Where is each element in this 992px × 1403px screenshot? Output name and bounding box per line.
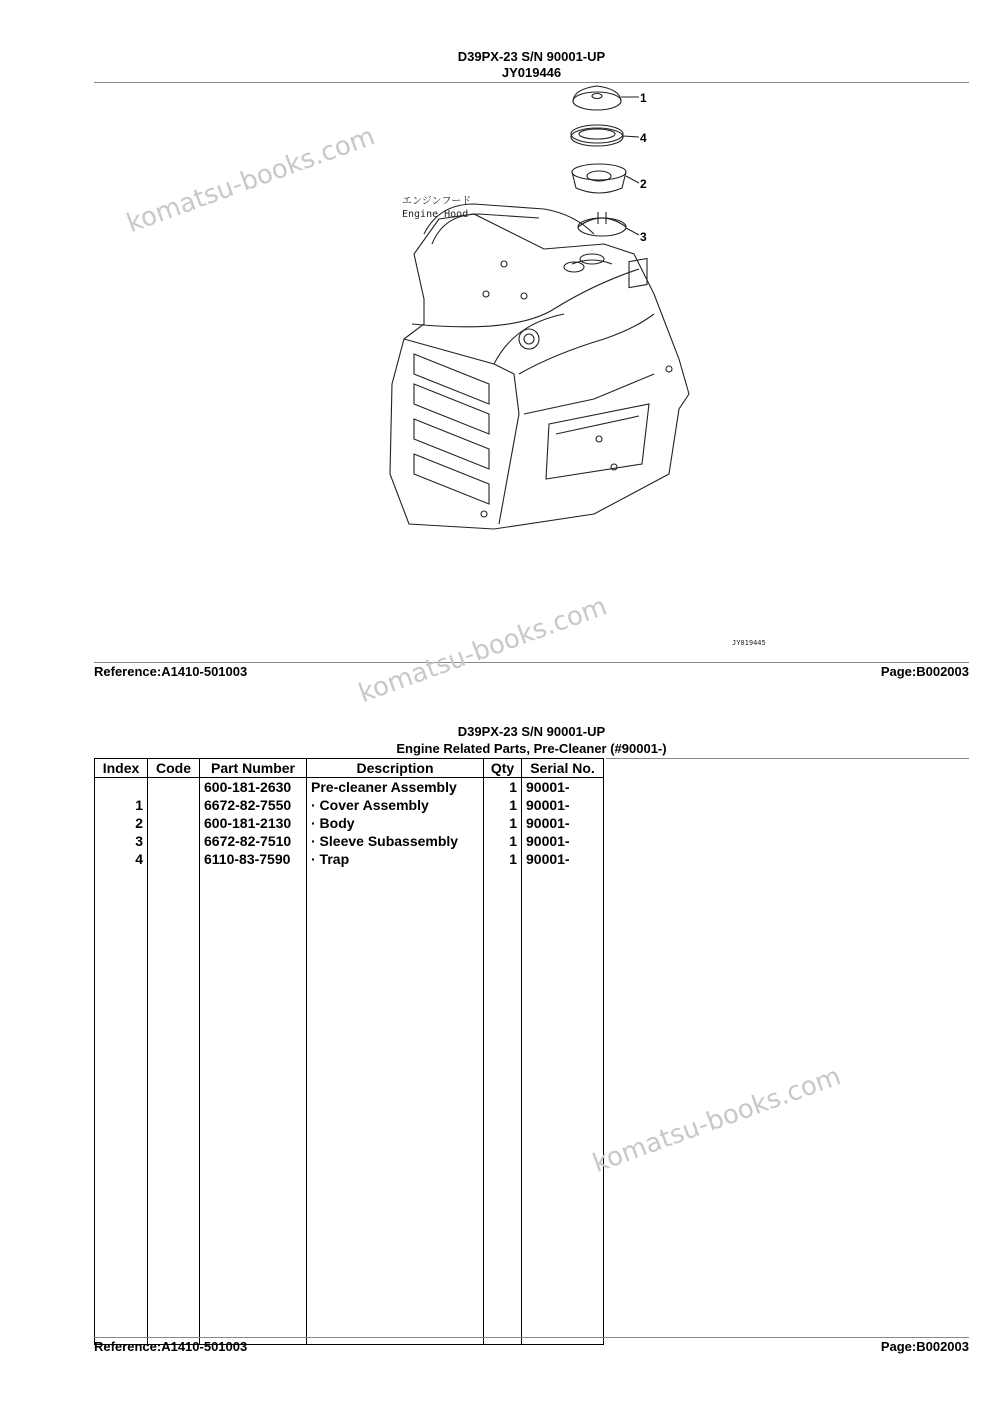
cell-serial: 90001- (522, 832, 604, 850)
callout-4: 4 (640, 131, 647, 145)
cell-part-number: 6672-82-7550 (200, 796, 307, 814)
hood-label-en: Engine Hood (402, 209, 469, 220)
footer-rule-top (94, 662, 969, 663)
empty-cell (200, 868, 307, 1345)
cell-index (95, 778, 148, 797)
cell-index: 2 (95, 814, 148, 832)
cell-part-number: 600-181-2130 (200, 814, 307, 832)
cell-index: 3 (95, 832, 148, 850)
col-code: Code (148, 759, 200, 778)
table-row (95, 778, 604, 797)
page-number-top: Page:B002003 (880, 664, 969, 679)
cell-part-number: 6110-83-7590 (200, 850, 307, 868)
col-part-number: Part Number (200, 759, 307, 778)
header-rule (94, 82, 969, 83)
cell-serial: 90001- (522, 850, 604, 868)
cell-description: Pre-cleaner Assembly (307, 778, 484, 797)
col-qty: Qty (484, 759, 522, 778)
footer-rule-bottom (94, 1337, 969, 1338)
empty-cell (522, 868, 604, 1345)
cell-description: · Trap (307, 850, 484, 868)
watermark: komatsu-books.com (588, 1061, 845, 1180)
cell-qty: 1 (484, 796, 522, 814)
watermark: komatsu-books.com (354, 591, 611, 710)
cell-index: 1 (95, 796, 148, 814)
figure-code-small: JY019445 (732, 639, 766, 647)
watermark: komatsu-books.com (122, 121, 379, 240)
empty-cell (148, 868, 200, 1345)
reference-bottom: Reference:A1410-501003 (94, 1339, 248, 1354)
cell-qty: 1 (484, 832, 522, 850)
table-row (95, 832, 604, 850)
figure-id: JY019446 (501, 65, 562, 80)
part-1-cover (573, 86, 621, 110)
cell-part-number: 600-181-2630 (200, 778, 307, 797)
table-header-row (95, 759, 604, 778)
cell-part-number: 6672-82-7510 (200, 832, 307, 850)
cell-qty: 1 (484, 814, 522, 832)
cell-qty: 1 (484, 778, 522, 797)
cell-index: 4 (95, 850, 148, 868)
col-description: Description (307, 759, 484, 778)
part-2-body (572, 164, 626, 193)
cell-code (148, 814, 200, 832)
diagram-title: D39PX-23 S/N 90001-UP (457, 49, 606, 64)
empty-cell (307, 868, 484, 1345)
reference-top: Reference:A1410-501003 (94, 664, 248, 679)
cell-code (148, 850, 200, 868)
empty-cell (95, 868, 148, 1345)
table-row (95, 796, 604, 814)
cell-code (148, 832, 200, 850)
cell-description: · Cover Assembly (307, 796, 484, 814)
cell-serial: 90001- (522, 796, 604, 814)
parts-table (94, 758, 604, 1345)
cell-serial: 90001- (522, 814, 604, 832)
part-3-sleeve (578, 212, 626, 236)
cell-serial: 90001- (522, 778, 604, 797)
table-right-rule (606, 758, 969, 759)
cell-code (148, 778, 200, 797)
hood-label-jp: エンジンフード (402, 196, 472, 207)
table-subtitle: Engine Related Parts, Pre-Cleaner (#90001-) (396, 741, 667, 756)
pre-cleaner-exploded-diagram (94, 84, 969, 659)
table-row (95, 850, 604, 868)
callout-2: 2 (640, 177, 647, 191)
page-number-bottom: Page:B002003 (880, 1339, 969, 1354)
table-title: D39PX-23 S/N 90001-UP (457, 724, 606, 739)
cell-qty: 1 (484, 850, 522, 868)
callout-3: 3 (640, 230, 647, 244)
table-row (95, 814, 604, 832)
cell-code (148, 796, 200, 814)
col-serial-no: Serial No. (522, 759, 604, 778)
cell-description: · Body (307, 814, 484, 832)
col-index: Index (95, 759, 148, 778)
empty-cell (484, 868, 522, 1345)
cell-description: · Sleeve Subassembly (307, 832, 484, 850)
callout-1: 1 (640, 91, 647, 105)
table-empty-space (95, 868, 604, 1345)
part-4-trap (571, 125, 623, 146)
